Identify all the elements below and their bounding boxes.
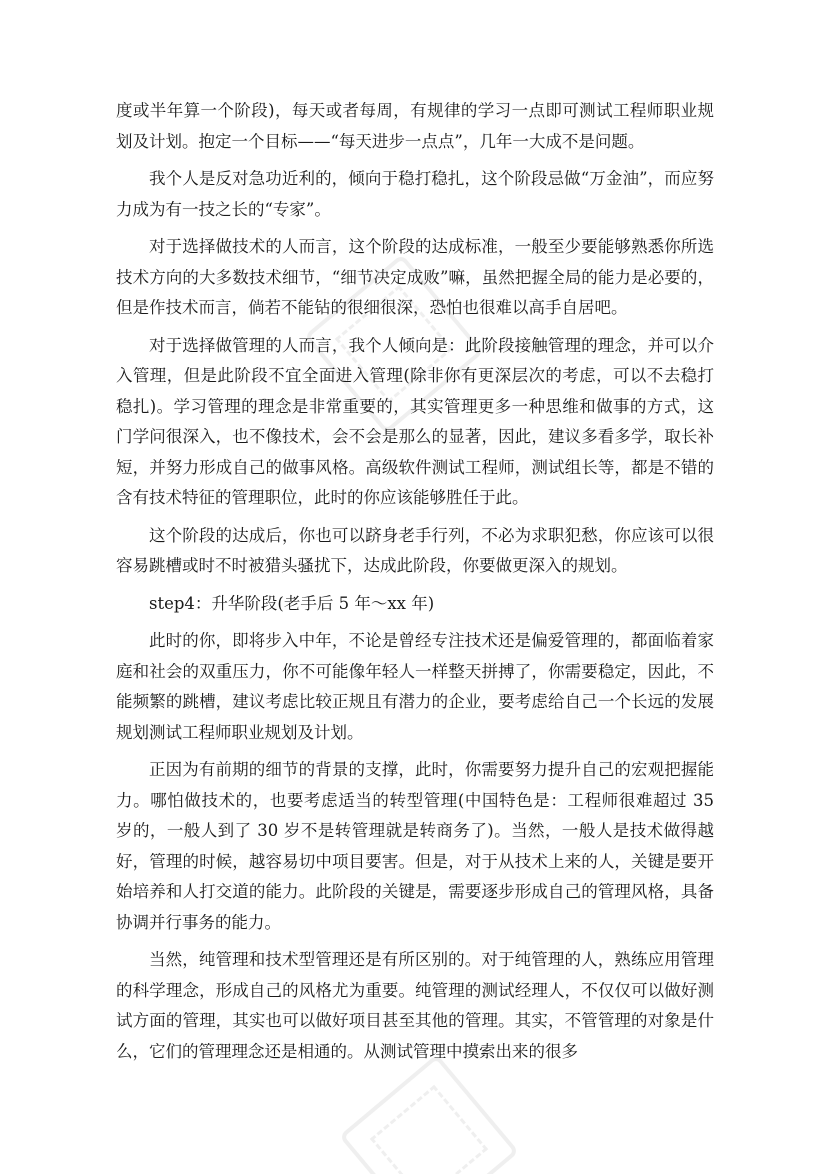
paragraph: 此时的你，即将步入中年，不论是曾经专注技术还是偏爱管理的，都面临着家庭和社会的双重压力，你不可能像年轻人一样整天拼搏了，你需要稳定，因此，不能频繁的跳槽，建议考虑比较正规且有潜力的企业，要考虑给自己一个长远的发展规划测试工程师职业规划及计划。 <box>116 631 714 742</box>
paragraph: 正因为有前期的细节的背景的支撑，此时，你需要努力提升自己的宏观把握能力。哪怕做技术的，也要考虑适当的转型管理(中国特色是：工程师很难超过 35 岁的，一般人到了 30 岁不是转管理就是转商务了)。当然，一般人是技术做得越好，管理的时候，越容易切中项目要害。但是，对于从技术上来的人，关键是要开始培养和人打交道的能力。此阶段的关键是，需要逐步形成自己的管理风格，具备协调并行事务的能力。 <box>116 760 714 932</box>
section-heading: step4：升华阶段(老手后 5 年～xx 年) <box>149 593 435 613</box>
paragraph: 这个阶段的达成后，你也可以跻身老手行列，不必为求职犯愁，你应该可以很容易跳槽或时不时被猎头骚扰下，达成此阶段，你要做更深入的规划。 <box>116 525 714 575</box>
document-body <box>116 96 714 1074</box>
paragraph: 当然，纯管理和技术型管理还是有所区别的。对于纯管理的人，熟练应用管理的科学理念，形成自己的风格尤为重要。纯管理的测试经理人，不仅仅可以做好测试方面的管理，其实也可以做好项目甚至其他的管理。其实，不管管理的对象是什么，它们的管理理念还是相通的。从测试管理中摸索出来的很多 <box>116 950 714 1061</box>
paragraph: 对于选择做技术的人而言，这个阶段的达成标准，一般至少要能够熟悉你所选技术方向的大多数技术细节，“细节决定成败”嘛，虽然把握全局的能力是必要的，但是作技术而言，倘若不能钻的很细很深，恐怕也很难以高手自居吧。 <box>116 237 714 317</box>
paragraph: 我个人是反对急功近利的，倾向于稳打稳扎，这个阶段忌做“万金油”，而应努力成为有一技之长的“专家”。 <box>116 169 714 219</box>
paragraph: 对于选择做管理的人而言，我个人倾向是：此阶段接触管理的理念，并可以介入管理，但是此阶段不宜全面进入管理(除非你有更深层次的考虑，可以不去稳打稳扎)。学习管理的理念是非常重要的，其实管理更多一种思维和做事的方式，这门学问很深入，也不像技术，会不会是那么的显著，因此，建议多看多学，取长补短，并努力形成自己的做事风格。高级软件测试工程师，测试组长等，都是不错的含有技术特征的管理职位，此时的你应该能够胜任于此。 <box>116 335 714 507</box>
paragraph: 度或半年算一个阶段)，每天或者每周，有规律的学习一点即可测试工程师职业规划及计划。抱定一个目标——“每天进步一点点”，几年一大成不是问题。 <box>116 101 714 151</box>
